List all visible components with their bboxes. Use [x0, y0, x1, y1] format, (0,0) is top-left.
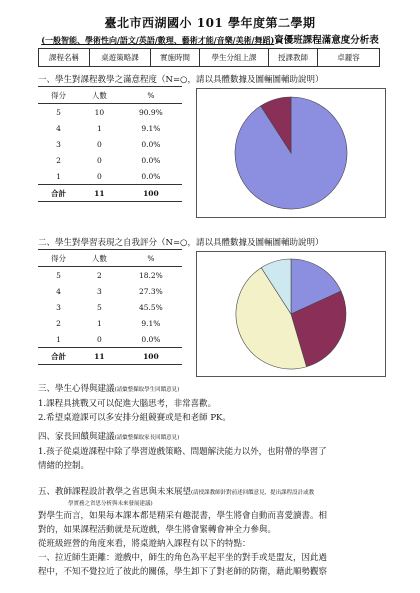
section5-heading: [38, 485, 388, 500]
text-line: 對學生而言，如果每本課本都是精采有趣混書，學生將會自動而喜愛讀書。相: [38, 511, 328, 521]
cell: 100: [120, 185, 182, 202]
cell: 3: [56, 302, 61, 312]
table-row: [38, 315, 182, 331]
text-line: 1.課程具挑戰又可以促進大腦思考，非常喜歡。: [38, 399, 217, 409]
time-label: 實施時間: [151, 49, 200, 67]
text-line: 程中，不知不覺拉近了彼此的關係，學生卸下了對老師的防衛，藉此順勢觀察: [38, 567, 328, 577]
cell: 1: [96, 123, 102, 133]
cell: 3: [56, 139, 61, 149]
heading-text: 五、教師課程設計教學之省思與未來展望: [38, 487, 192, 497]
table-row: [38, 136, 182, 152]
text-line: 1.孩子從桌遊課程中除了學習遊戲策略、問題解決能力以外，也附帶的學習了: [38, 447, 327, 457]
table-total-row: [38, 185, 182, 202]
section5: [38, 485, 388, 579]
section4: [38, 430, 388, 473]
table-row: [38, 331, 182, 348]
course-name-label: 課程名稱: [39, 49, 90, 67]
cell: 1: [56, 334, 61, 344]
section2-chart: [196, 251, 386, 377]
section2-heading: 二、學生對學習表現之自我評分（N=○，請以具體數據及圖輛圖輔助說明）: [38, 238, 324, 248]
table-row: [38, 104, 182, 121]
pie-chart-2: [197, 252, 385, 376]
cell: 2: [96, 270, 102, 280]
pie-chart-1: [197, 89, 385, 217]
section3: [38, 382, 388, 425]
cell: 1: [96, 318, 102, 328]
teacher-value: 卓麗容: [318, 49, 380, 67]
cell: 2: [56, 155, 61, 165]
col-percent: %: [120, 87, 182, 104]
table-row: [38, 267, 182, 284]
section1-chart: [196, 88, 386, 218]
text-line: 對的，如果課程活動就是玩遊戲，學生將會緊轉會神全力參與。: [38, 525, 277, 535]
section3-heading: [38, 382, 388, 397]
cell: 27.3%: [138, 286, 163, 296]
cell: 18.2%: [138, 270, 163, 280]
cell: 0: [96, 155, 102, 165]
heading-note: (請授課教師針對前述回饋意見，提出課程設計或教: [191, 490, 315, 496]
section4-heading: [38, 430, 388, 445]
col-count: 人數: [79, 87, 120, 104]
cell: 0: [96, 171, 102, 181]
heading-text: 三、學生心得與建議: [38, 384, 115, 394]
cell: 45.5%: [138, 302, 163, 312]
cell: 0.0%: [141, 155, 161, 165]
cell: 4: [56, 286, 61, 296]
cell: 3: [96, 286, 102, 296]
table-total-row: [38, 348, 182, 365]
heading-note: (請彙整擷取家長回饋意見): [114, 435, 180, 441]
table-header-row: [38, 87, 182, 104]
col-percent: %: [120, 250, 182, 267]
page-subtitle: [0, 32, 420, 46]
table-row: [38, 120, 182, 136]
cell: 4: [56, 123, 61, 133]
table-row: [38, 168, 182, 185]
cell: 9.1%: [141, 318, 161, 328]
table-row: [38, 299, 182, 315]
cell: 0.0%: [141, 139, 161, 149]
teacher-label: 授課教師: [269, 49, 318, 67]
cell: 10: [94, 107, 105, 117]
cell: 100: [120, 348, 182, 365]
cell: 11: [79, 185, 120, 202]
cell: 5: [56, 107, 61, 117]
page-title: 臺北市西湖國小 101 學年度第二學期: [104, 16, 316, 30]
cell: 0: [96, 334, 102, 344]
text-line: 情緒的控制。: [38, 461, 90, 471]
section1-table: [38, 86, 182, 202]
table-row: [38, 283, 182, 299]
table-header-row: [38, 250, 182, 267]
text-line: 一、拉近師生距離：遊戲中，師生的角色為平起平坐的對手或是盟友，因此過: [38, 553, 328, 563]
col-score: 得分: [38, 87, 79, 104]
text-line: 從班級經營的角度來看，將桌遊納入課程有以下的特點：: [38, 539, 251, 549]
subtitle-suffix: 資優班課程滿意度分析表: [274, 35, 379, 46]
cell: 0: [96, 139, 102, 149]
heading-note: (請彙整擷取學生回饋意見): [114, 387, 180, 393]
course-name-value: 桌遊策略課: [90, 49, 151, 67]
cell: 5: [96, 302, 102, 312]
section1-heading: 一、學生對課程教學之滿意程度（N=○，請以具體數據及圖輛圖輔助說明）: [38, 75, 324, 85]
cell: 2: [56, 318, 61, 328]
cell: 1: [56, 171, 61, 181]
cell: 5: [56, 270, 61, 280]
col-count: 人數: [79, 250, 120, 267]
heading-note-2: 學實務之省思分析與未來發展建議): [68, 501, 153, 507]
col-score: 得分: [38, 250, 79, 267]
group-label: 學生分組上課: [200, 49, 269, 67]
course-info-table: [38, 48, 380, 67]
subtitle-categories: (一般智能、學術性向/語文/英語/數理、藝術才能/音樂/美術/舞蹈): [41, 35, 275, 45]
text-line: 2.希望桌遊課可以多安排分組競賽或是和老師 PK。: [38, 413, 231, 423]
cell: 9.1%: [141, 123, 161, 133]
cell: 11: [79, 348, 120, 365]
cell: 0.0%: [141, 334, 161, 344]
cell: 90.9%: [138, 107, 163, 117]
cell: 合計: [38, 348, 79, 365]
section2-table: [38, 249, 182, 365]
cell: 合計: [38, 185, 79, 202]
table-row: [38, 152, 182, 168]
heading-text: 四、家長回饋與建議: [38, 432, 115, 442]
cell: 0.0%: [141, 171, 161, 181]
